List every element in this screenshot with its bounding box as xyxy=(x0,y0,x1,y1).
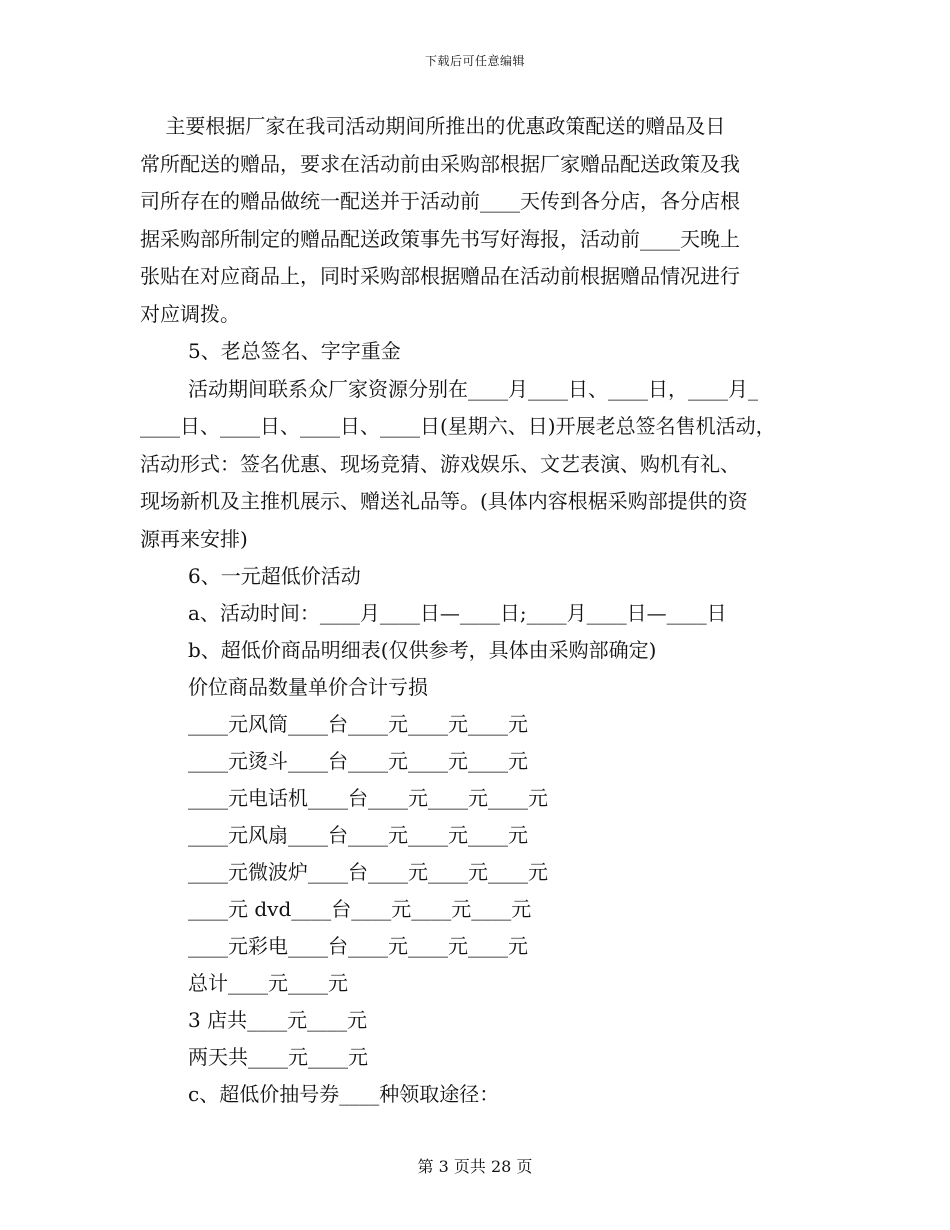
price-table-row: ____元微波炉____台____元____元____元 xyxy=(188,860,548,884)
section6-heading: 6、一元超低价活动 xyxy=(188,564,361,588)
section5-heading: 5、老总签名、字字重金 xyxy=(188,339,401,363)
section5-line: 源再来安排) xyxy=(140,527,248,551)
paragraph-line: 主要根据厂家在我司活动期间所推出的优惠政策配送的赠品及日 xyxy=(140,114,726,138)
section5-line: 现场新机及主推机展示、赠送礼品等。(具体内容根椐采购部提供的资 xyxy=(140,489,748,513)
price-table-row: ____元风扇____台____元____元____元 xyxy=(188,823,528,847)
paragraph-line: 对应调拨。 xyxy=(140,301,240,326)
price-table-caption: b、超低价商品明细表(仅供参考，具体由采购部确定) xyxy=(188,638,657,662)
total-line: 总计____元____元 xyxy=(188,971,348,995)
paragraph-line: 司所存在的赠品做统一配送并于活动前____天传到各分店，各分店根 xyxy=(140,189,740,214)
price-table-row: ____元电话机____台____元____元____元 xyxy=(188,786,548,810)
paragraph-line: 常所配送的赠品，要求在活动前由采购部根据厂家赠品配送政策及我 xyxy=(140,151,740,176)
price-table-row: ____元风筒____台____元____元____元 xyxy=(188,712,528,736)
coupon-line: c、超低价抽号券____种领取途径： xyxy=(188,1082,500,1106)
activity-time: a、活动时间：____月____日—____日;____月____日—____日 xyxy=(188,601,727,625)
total-line: 两天共____元____元 xyxy=(188,1045,368,1069)
section5-line: 活动期间联系众厂家资源分别在____月____日、____日，____月_ xyxy=(188,377,758,401)
paragraph-line: 据采购部所制定的赠品配送政策事先书写好海报，活动前____天晚上 xyxy=(140,226,740,251)
total-line: 3 店共____元____元 xyxy=(188,1008,368,1032)
price-table-row: ____元 dvd____台____元____元____元 xyxy=(188,897,532,921)
paragraph-gift-distribution xyxy=(140,108,800,334)
page-footer: 第 3 页共 28 页 xyxy=(417,1157,533,1176)
section5-line: ____日、____日、____日、____日(星期六、日)开展老总签名售机活动， xyxy=(140,414,776,438)
page-header: 下载后可任意编辑 xyxy=(424,54,525,68)
price-table-row: ____元烫斗____台____元____元____元 xyxy=(188,749,528,773)
paragraph-line: 张贴在对应商品上，同时采购部根据赠品在活动前根据赠品情况进行 xyxy=(140,264,740,289)
price-table-header: 价位商品数量单价合计亏损 xyxy=(188,675,428,699)
section5-line: 活动形式：签名优惠、现场竞猜、游戏娱乐、文艺表演、购机有礼、 xyxy=(140,452,740,476)
price-table-row: ____元彩电____台____元____元____元 xyxy=(188,934,528,958)
